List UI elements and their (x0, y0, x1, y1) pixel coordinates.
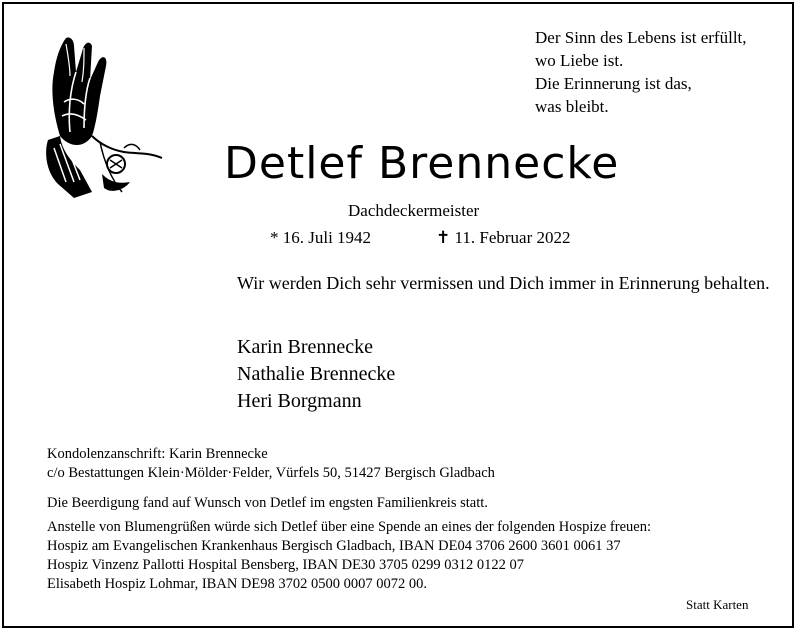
deceased-profession: Dachdeckermeister (348, 201, 480, 220)
mourners-list (237, 334, 395, 415)
mourner-name: Heri Borgmann (237, 390, 362, 412)
quote-line: Die Erinnerung ist das, (535, 74, 692, 93)
funeral-note (47, 494, 488, 513)
deceased-name: Detlef Brennecke (224, 138, 620, 189)
donation-line: Hospiz am Evangelischen Krankenhaus Bergisch Gladbach, IBAN DE04 3706 2600 3601 0061 37 (47, 538, 621, 554)
quote-line: was bleibt. (535, 97, 609, 116)
mourner-name: Karin Brennecke (237, 336, 374, 358)
condolence-line: c/o Bestattungen Klein·Mölder·Felder, Vürfels 50, 51427 Bergisch Gladbach (47, 465, 495, 481)
donation-line: Elisabeth Hospiz Lohmar, IBAN DE98 3702 0500 0007 0072 00. (47, 576, 428, 592)
farewell-message: Wir werden Dich sehr vermissen und Dich immer in Erinnerung behalten. (237, 273, 770, 293)
mourner-name: Nathalie Brennecke (237, 363, 396, 385)
condolence-line: Kondolenzanschrift: Karin Brennecke (47, 446, 268, 462)
praying-hands-icon (40, 32, 172, 202)
quote-line: wo Liebe ist. (535, 51, 624, 70)
condolence-address (47, 445, 495, 483)
funeral-note-text: Die Beerdigung fand auf Wunsch von Detlef im engsten Familienkreis statt. (47, 495, 488, 511)
death-date: ✝ 11. Februar 2022 (436, 228, 571, 247)
birth-date: * 16. Juli 1942 (270, 228, 372, 247)
quote (535, 26, 747, 118)
donation-line: Anstelle von Blumengrüßen würde sich Detlef über eine Spende an eines der folgenden Hospize freuen: (47, 519, 651, 535)
footer-note: Statt Karten (686, 597, 749, 612)
donation-info (47, 518, 651, 594)
donation-line: Hospiz Vinzenz Pallotti Hospital Bensberg, IBAN DE30 3705 0299 0312 0122 07 (47, 557, 525, 573)
quote-line: Der Sinn des Lebens ist erfüllt, (535, 28, 747, 47)
